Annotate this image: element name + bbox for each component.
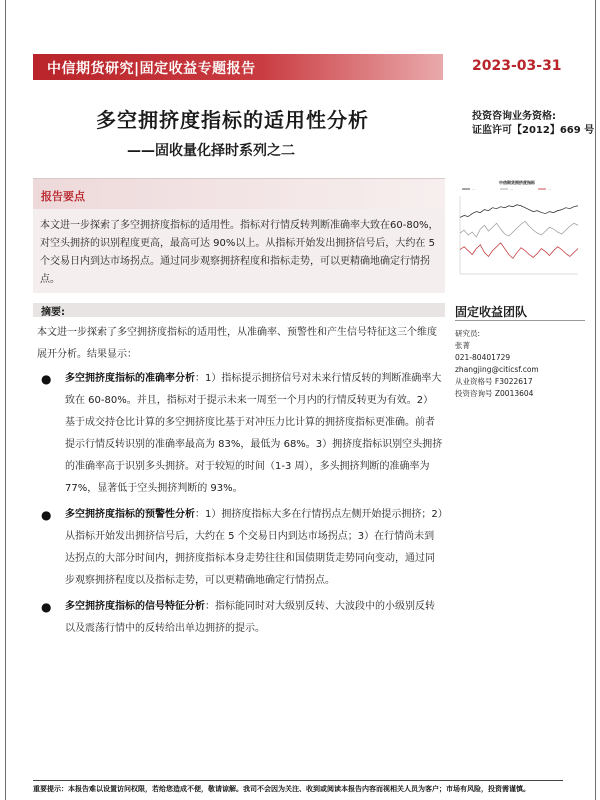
qualification-line-1: 投资咨询业务资格: (472, 111, 556, 122)
finding-body: ：1）指标提示拥挤信号对未来行情反转的判断准确率大致在 60-80%。并且，指标对于提示未来一周至一个月内的行情反转更为有效。2）基于成交持仓比计算的多空拥挤度比基于对冲压力比计算的拥挤度指标更准确。前者提示行情反转识别的准确率最高为 83%，最低为 68%。3）拥挤度指标识别空头拥挤的准确率高于识别多头拥挤。对于较短的时间（1-3 周），多头拥挤判断的准确率为 77%，显著低于空头拥挤判断的 93%。 (65, 373, 443, 494)
chart-legend (462, 188, 551, 192)
crowding-line-chart (452, 176, 582, 284)
findings-list (33, 368, 443, 644)
header-brand: 中信期货研究|固定收益专题报告 (47, 61, 256, 77)
finding-body: ：指标能同时对大级别反转、大波段中的小级别反转以及震荡行情中的反转给出单边拥挤的提示。 (65, 601, 435, 634)
bullet-icon: ● (41, 372, 52, 386)
key-points-box (33, 178, 445, 293)
key-points-label: 报告要点 (41, 190, 85, 203)
key-points-header (33, 179, 445, 209)
report-subtitle: ——固收量化择时系列之二 (127, 143, 295, 159)
header-bar (33, 54, 443, 80)
report-date: 2023-03-31 (472, 58, 562, 74)
legend-label: 一 (472, 187, 476, 192)
finding-title: 多空拥挤度指标的准确率分析 (65, 373, 195, 384)
qualification-line-2: 证监许可【2012】669 号 (472, 125, 595, 136)
team-license-1: 从业资格号 F3022617 (455, 377, 533, 386)
legend-label: 一 (510, 187, 514, 192)
abstract-intro: 本文进一步探索了多空拥挤度指标的适用性，从准确率、预警性和产生信号特征这三个维度展开分析。结果显示： (37, 327, 437, 360)
finding-item (33, 504, 443, 592)
qualification-block (472, 110, 594, 138)
team-license-2: 投资咨询号 Z0013604 (455, 389, 534, 398)
finding-body: ：1）拥挤度指标大多在行情拐点左侧开始提示拥挤；2）从指标开始发出拥挤信号后，大约在 5 个交易日内到达市场拐点；3）在行情尚未到达拐点的大部分时间内，拥挤度指标本身走势往往和国债期货走势同向变动，通过同步观察拥挤程度以及指标走势，可以更精确地确定行情拐点。 (65, 509, 443, 586)
chart-series-line-3 (460, 243, 578, 259)
team-divider (455, 320, 585, 321)
team-info (455, 328, 539, 400)
finding-title: 多空拥挤度指标的预警性分析 (65, 509, 195, 520)
footer-divider (33, 780, 563, 781)
bullet-icon: ● (41, 600, 52, 614)
team-member-name: 张菁 (455, 341, 470, 350)
finding-item (33, 368, 443, 500)
legend-label: 一 (548, 187, 552, 192)
page-border-left (5, 0, 6, 800)
finding-item (33, 596, 443, 640)
abstract-header (33, 303, 445, 317)
finding-title: 多空拥挤度指标的信号特征分析 (65, 601, 205, 612)
abstract-label: 摘要: (41, 307, 65, 318)
footer-disclaimer: 重要提示：本报告难以设置访问权限，若给您造成不便，敬请谅解。我司不会因为关注、收到或阅读本报告内容而视相关人员为客户；市场有风险，投资需谨慎。 (33, 785, 530, 793)
page-border-right (595, 0, 596, 800)
team-phone: 021-80401729 (455, 353, 511, 362)
chart-title: 中信期货拥挤度指标 (499, 180, 535, 185)
report-title: 多空拥挤度指标的适用性分析 (96, 108, 369, 132)
chart-series-line-1 (460, 205, 578, 218)
chart-series-line-2 (460, 221, 578, 237)
team-title: 固定收益团队 (455, 305, 528, 319)
team-email: zhangjing@citicsf.com (455, 365, 539, 374)
key-points-text: 本文进一步探索了多空拥挤度指标的适用性。指标对行情反转判断准确率大致在60-80%，对空头拥挤的识别程度更高，最高可达 90%以上。从指标开始发出拥挤信号后，大约在 5 个交易日内到达市场拐点。通过同步观察拥挤程度和指标走势，可以更精确地确定行情拐点。 (40, 220, 439, 285)
team-role: 研究员: (455, 329, 481, 338)
chart-series-group (460, 205, 578, 259)
bullet-icon: ● (41, 508, 52, 522)
